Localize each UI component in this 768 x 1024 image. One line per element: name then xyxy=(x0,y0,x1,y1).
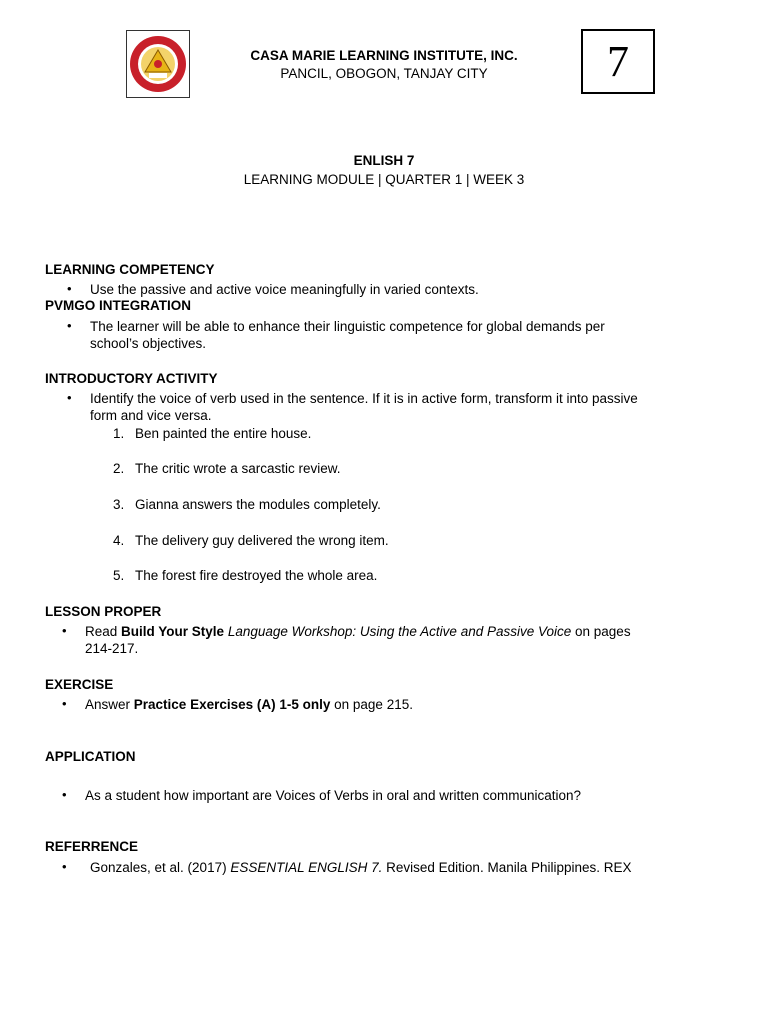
school-address: PANCIL, OBOGON, TANJAY CITY xyxy=(280,66,488,81)
sentence-text: The delivery guy delivered the wrong item. xyxy=(135,533,389,548)
sentence-text: Gianna answers the modules completely. xyxy=(135,497,381,512)
bullet: • xyxy=(67,318,72,333)
bullet: • xyxy=(67,281,72,296)
lesson-line-2: 214-217. xyxy=(85,641,139,656)
lesson-book-title: Build Your Style xyxy=(121,624,225,639)
sentence-number: 3. xyxy=(113,497,125,512)
pvmgo-line-2: school’s objectives. xyxy=(90,336,207,351)
reference-book: ESSENTIAL ENGLISH 7. xyxy=(230,860,383,875)
sentence-text: Ben painted the entire house. xyxy=(135,426,312,441)
school-logo xyxy=(126,30,190,98)
exercise-post: on page 215. xyxy=(330,697,413,712)
lesson-line-1 xyxy=(85,623,631,640)
intro-line-2: form and vice versa. xyxy=(90,408,212,423)
lesson-heading: LESSON PROPER xyxy=(45,604,162,619)
competency-item: Use the passive and active voice meaningfully in varied contexts. xyxy=(90,282,479,297)
lesson-post: on pages xyxy=(571,624,631,639)
sentence-number: 5. xyxy=(113,568,125,583)
bullet: • xyxy=(62,623,67,638)
lesson-pre: Read xyxy=(85,624,122,639)
module-subtitle: LEARNING MODULE | QUARTER 1 | WEEK 3 xyxy=(243,172,525,187)
exercise-pre: Answer xyxy=(85,697,134,712)
sentence-number: 2. xyxy=(113,461,125,476)
bullet: • xyxy=(62,787,67,802)
module-title: ENLISH 7 xyxy=(353,153,415,168)
exercise-line xyxy=(85,696,413,713)
application-heading: APPLICATION xyxy=(45,749,136,764)
learning-competency-heading: LEARNING COMPETENCY xyxy=(45,262,215,277)
reference-pre: Gonzales, et al. (2017) xyxy=(90,860,231,875)
application-item: As a student how important are Voices of Verbs in oral and written communication? xyxy=(85,788,582,803)
reference-heading: REFERRENCE xyxy=(45,839,139,854)
intro-heading: INTRODUCTORY ACTIVITY xyxy=(45,371,218,386)
sentence-text: The critic wrote a sarcastic review. xyxy=(135,461,341,476)
sentence-number: 1. xyxy=(113,426,125,441)
pvmgo-heading: PVMGO INTEGRATION xyxy=(45,298,192,313)
grade-box: 7 xyxy=(581,29,655,94)
reference-post: Revised Edition. Manila Philippines. REX xyxy=(382,860,632,875)
bullet: • xyxy=(67,390,72,405)
sentence-number: 4. xyxy=(113,533,125,548)
bullet: • xyxy=(62,696,67,711)
exercise-heading: EXERCISE xyxy=(45,677,114,692)
bullet: • xyxy=(62,859,67,874)
pvmgo-line-1: The learner will be able to enhance their linguistic competence for global demands per xyxy=(90,319,605,334)
intro-line-1: Identify the voice of verb used in the sentence. If it is in active form, transform it into passive xyxy=(90,391,638,406)
reference-line xyxy=(90,859,632,876)
school-name: CASA MARIE LEARNING INSTITUTE, INC. xyxy=(250,48,518,63)
sentence-text: The forest fire destroyed the whole area. xyxy=(135,568,378,583)
lesson-workshop: Language Workshop: Using the Active and Passive Voice xyxy=(224,624,572,639)
exercise-bold: Practice Exercises (A) 1-5 only xyxy=(133,697,331,712)
